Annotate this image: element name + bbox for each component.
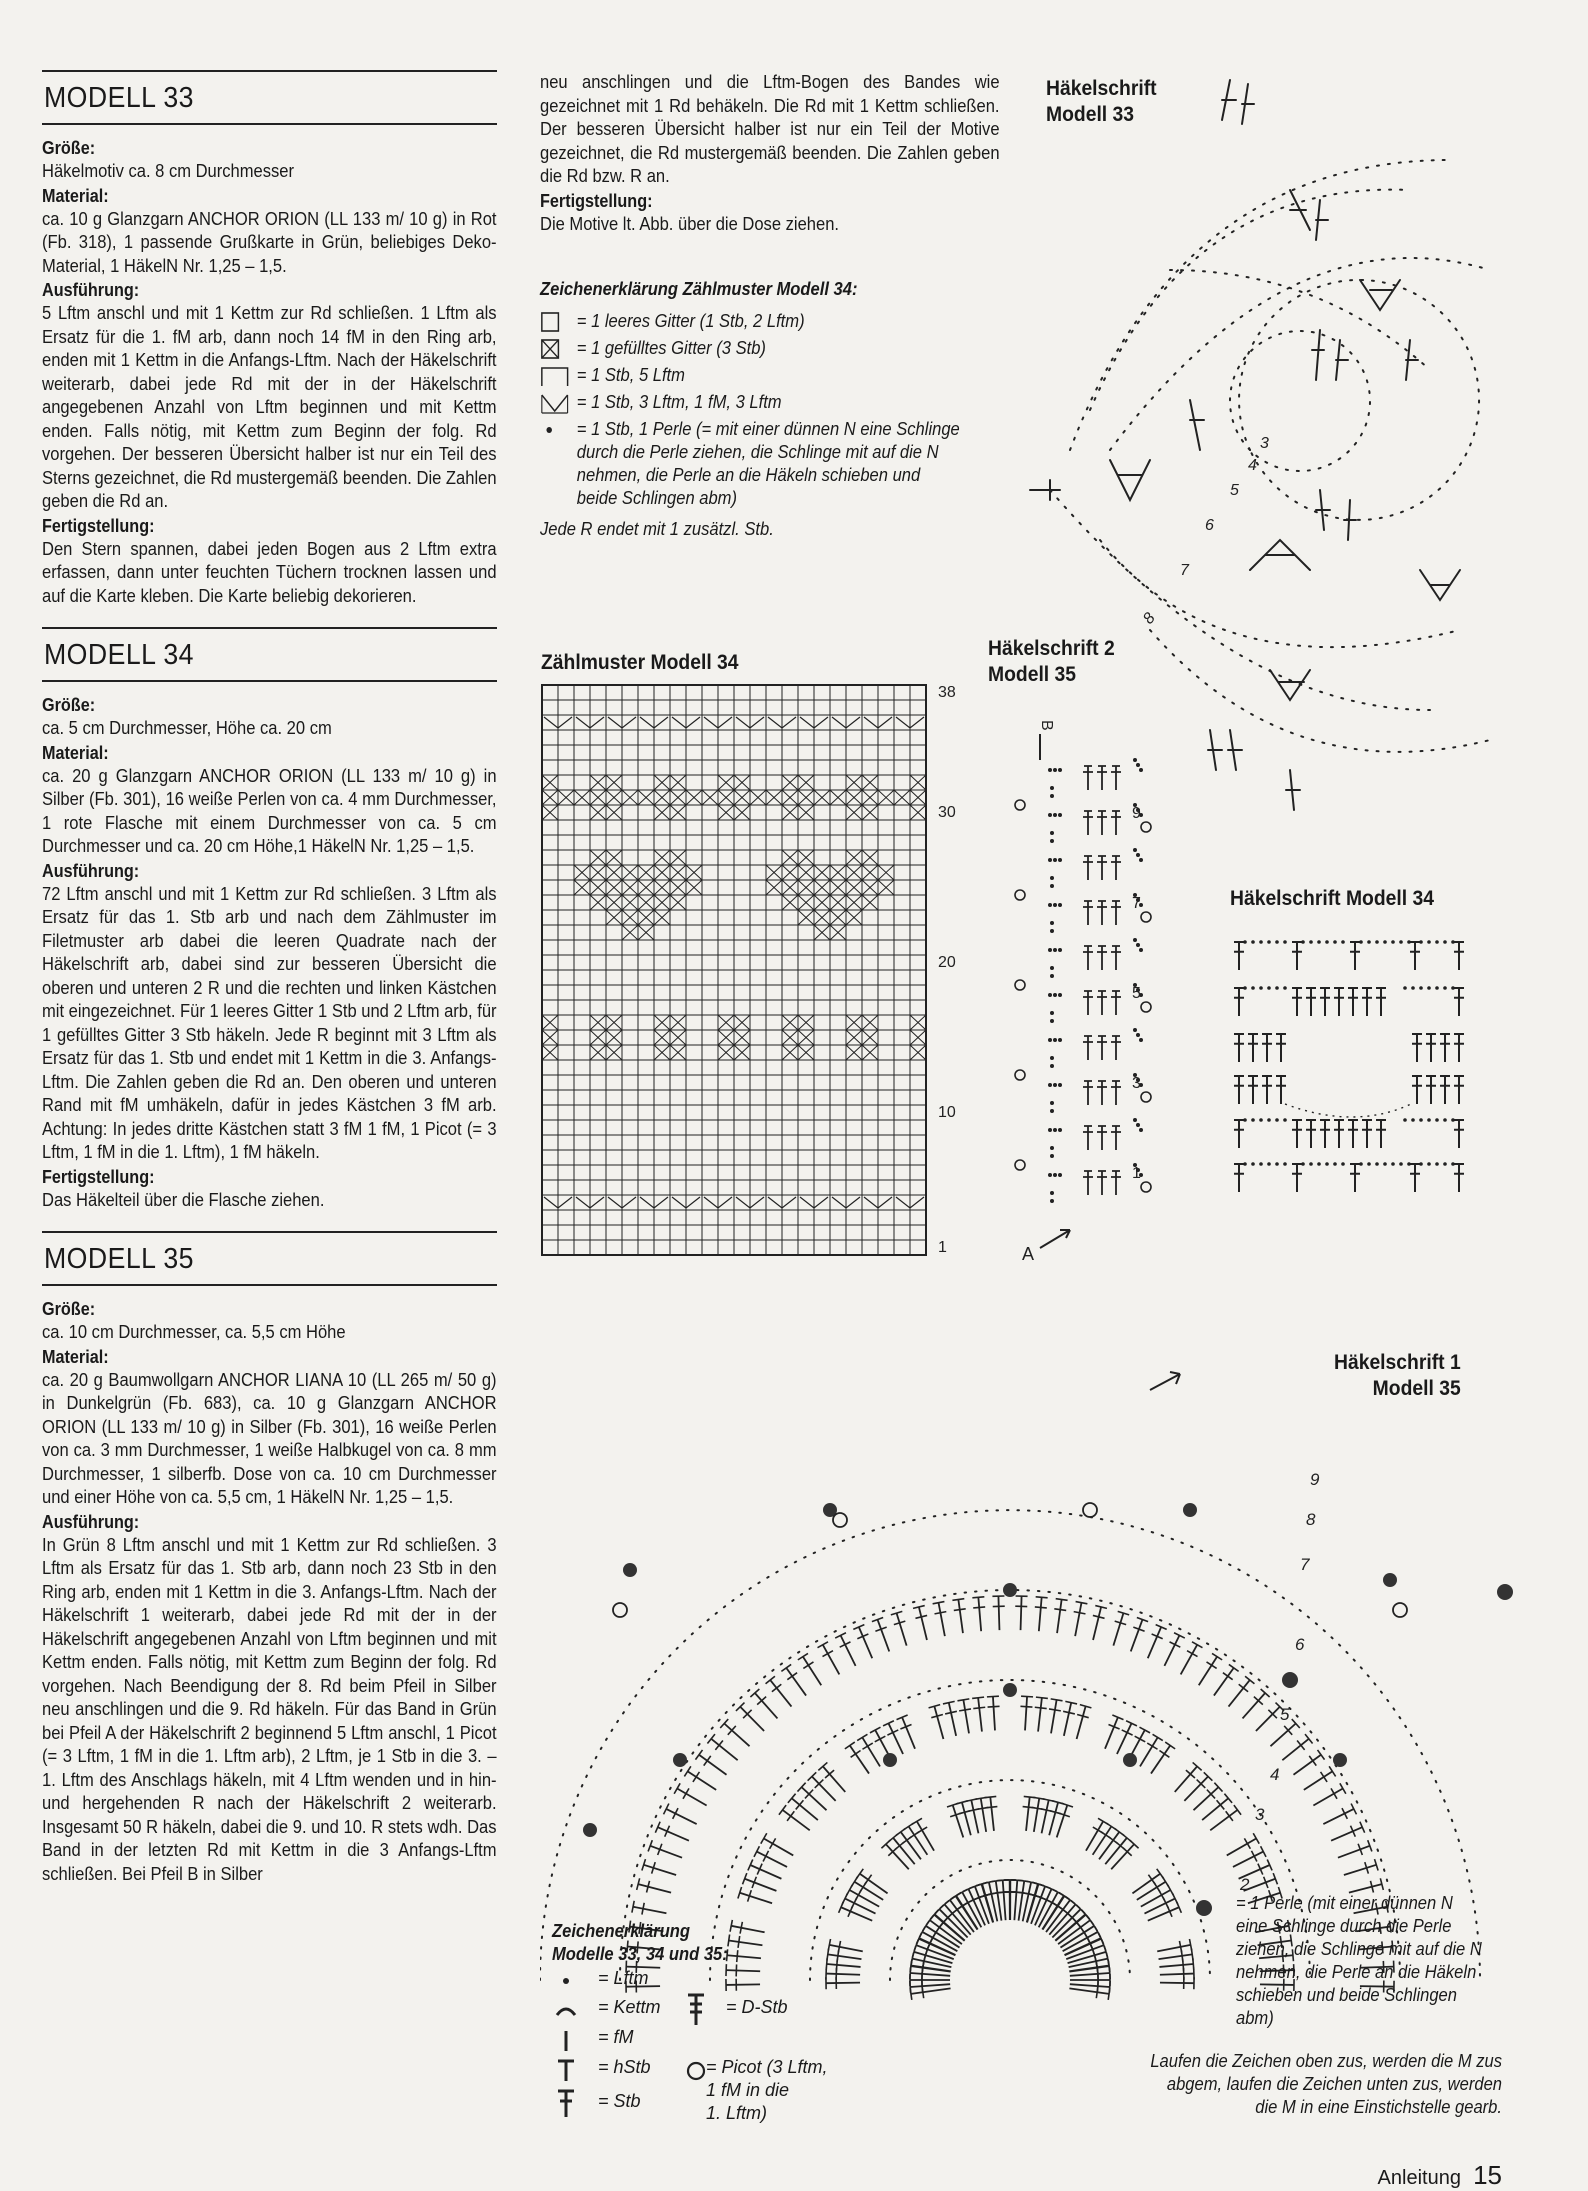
legend-34-item xyxy=(540,418,963,510)
section-heading: Größe: xyxy=(42,694,452,716)
finish-heading: Fertigstellung: xyxy=(540,190,954,212)
footer-label: Anleitung xyxy=(1378,2167,1461,2189)
rule xyxy=(42,1284,497,1286)
legend-34-text: = 1 leeres Gitter (1 Stb, 2 Lftm) xyxy=(577,310,963,333)
row-label: 7 xyxy=(1132,895,1141,912)
diagram-34 xyxy=(1225,930,1485,1210)
page-number: 15 xyxy=(1473,2160,1502,2190)
rule xyxy=(42,680,497,682)
row-label: 10 xyxy=(938,1104,956,1121)
finish-text: Die Motive lt. Abb. über die Dose ziehen. xyxy=(540,212,1000,236)
section-heading: Ausführung: xyxy=(42,1511,452,1533)
dot-icon xyxy=(563,1978,569,1984)
middle-column xyxy=(540,70,1000,541)
section-heading: Größe: xyxy=(42,137,452,159)
svg-text:7: 7 xyxy=(1180,562,1190,579)
section-heading: Material: xyxy=(42,1346,452,1368)
section-heading: Fertigstellung: xyxy=(42,1166,452,1188)
legend-all-title: Zeichenerklärung Modelle 33, 34 und 35: xyxy=(552,1920,728,1966)
row-label: 9 xyxy=(1132,805,1141,822)
arrow-b-label: B xyxy=(1038,720,1055,731)
diagram-34-title: Häkelschrift Modell 34 xyxy=(1230,886,1434,912)
model-title: MODELL 33 xyxy=(44,82,461,115)
rule xyxy=(42,123,497,125)
model-35-section xyxy=(42,1231,497,1885)
section-heading: Fertigstellung: xyxy=(42,515,452,537)
section-text: 72 Lftm anschl und mit 1 Kettm zur Rd schließen. 3 Lftm als Ersatz für das 1. Stb arb und nach dem Zählmuster im Filetmuster arb dabei die leeren Quadrate nach der Häkelschrift arb, dabei sind zur besseren Übersicht die oberen und unteren 2 R und die rechten und linken Kästchen mit eingezeichnet. Für 1 leeres Gitter 1 Stb und 2 Lftm arb, für 1 gefülltes Gitter 3 Stb häkeln. Jede R beginnt mit 3 Lftm als Ersatz für das 1. Stb und endet mit 1 Kettm in die 3. Anfangs-Lftm. Die Zahlen geben die Rd an. Den oberen und unteren Rand mit fM umhäkeln, dafür in jedes Kästchen 3 fM arb. Achtung: In jedes dritte Kästchen statt 3 fM 1 fM, 1 Picot (= 3 Lftm, 1 fM in die 1. Lftm), 1 fM häkeln. xyxy=(42,882,497,1164)
legend-34 xyxy=(540,310,1000,510)
diagram-35-1-title: Häkelschrift 1 Modell 35 xyxy=(1334,1350,1461,1402)
row-label: 5 xyxy=(1132,985,1141,1002)
bracket-icon xyxy=(540,364,577,387)
general-note: Laufen die Zeichen oben zus, werden die M zus abgem, laufen die Zeichen unten zus, werden die M in eine Einstichstelle gearb. xyxy=(1143,2050,1502,2119)
rule xyxy=(42,70,497,72)
section-text: Den Stern spannen, dabei jeden Bogen aus 2 Lftm extra erfassen, dann unter feuchten Tüchern trocknen lassen und auf die Karte kleben. Die Karte beliebig dekorieren. xyxy=(42,537,497,608)
bead-dot-icon xyxy=(540,418,577,441)
dstb-icon xyxy=(688,1995,704,2025)
svg-text:5: 5 xyxy=(1230,482,1239,499)
section-heading: Größe: xyxy=(42,1298,452,1320)
section-text: ca. 5 cm Durchmesser, Höhe ca. 20 cm xyxy=(42,716,497,740)
vee-icon xyxy=(540,391,577,414)
section-text: ca. 20 g Glanzgarn ANCHOR ORION (LL 133 m/ 10 g) in Silber (Fb. 301), 16 weiße Perlen von ca. 4 mm Durchmesser, 1 rote Flasche mit einem Durchmesser von ca. 5 cm Durchmesser und ca. 20 cm Höhe,1 HäkelN Nr. 1,25 – 1,5. xyxy=(42,764,497,858)
box-empty-icon xyxy=(540,310,577,333)
chart-34-grid xyxy=(540,683,980,1283)
section-text: ca. 10 cm Durchmesser, ca. 5,5 cm Höhe xyxy=(42,1320,497,1344)
bead-legend-text: = 1 Perle (mit einer dünnen N eine Schlinge durch die Perle ziehen, die Schlinge mit auf die N nehmen, die Perle an die Häkeln schieben und beide Schlingen abm) xyxy=(1236,1892,1484,2030)
section-heading: Material: xyxy=(42,185,452,207)
legend-34-item xyxy=(540,391,963,414)
svg-text:3: 3 xyxy=(1260,435,1269,452)
round-label: 5 xyxy=(1280,1705,1290,1724)
stb-icon xyxy=(558,2091,574,2117)
row-label: 3 xyxy=(1132,1075,1141,1092)
round-label: 7 xyxy=(1300,1555,1310,1574)
section-text: ca. 10 g Glanzgarn ANCHOR ORION (LL 133 m/ 10 g) in Rot (Fb. 318), 1 passende Grußkarte in Grün, beliebiges Deko-Material, 1 HäkelN Nr. 1,25 – 1,5. xyxy=(42,207,497,278)
round-label: 8 xyxy=(1306,1510,1316,1529)
round-label: 2 xyxy=(1239,1875,1250,1894)
section-heading: Material: xyxy=(42,742,452,764)
row-label: 20 xyxy=(938,954,956,971)
round-label: 4 xyxy=(1270,1765,1279,1784)
box-filled-icon xyxy=(540,337,577,360)
legend-item-text: = Picot (3 Lftm, 1 fM in die 1. Lftm) xyxy=(706,2056,828,2125)
diagram-35-2 xyxy=(1000,700,1200,1280)
hstb-icon xyxy=(558,2061,574,2081)
section-text: ca. 20 g Baumwollgarn ANCHOR LIANA 10 (LL 265 m/ 50 g) in Dunkelgrün (Fb. 683), ca. 10 g Glanzgarn ANCHOR ORION (LL 133 m/ 10 g) in Silber (Fb. 301), 16 weiße Perlen von ca. 3 mm Durchmesser, 1 weiße Halbkugel von ca. 8 mm Durchmesser, 1 silberfb. Dose von ca. 10 cm Durchmesser und einer Höhe von ca. 5,5 cm, 1 HäkelN Nr. 1,25 – 1,5. xyxy=(42,1368,497,1509)
legend-34-text: = 1 Stb, 5 Lftm xyxy=(577,364,963,387)
bead-icon xyxy=(1192,1896,1216,1920)
legend-item-text: = fM xyxy=(598,2026,634,2049)
legend-item-text: = Lftm xyxy=(598,1967,649,1990)
model-title: MODELL 34 xyxy=(44,639,461,672)
section-text: Häkelmotiv ca. 8 cm Durchmesser xyxy=(42,159,497,183)
row-label: 1 xyxy=(938,1239,947,1256)
chart-34-title: Zählmuster Modell 34 xyxy=(541,650,739,676)
legend-34-text: = 1 Stb, 1 Perle (= mit einer dünnen N eine Schlinge durch die Perle ziehen, die Schlinge mit auf die N nehmen, die Perle an die Häkeln schieben und beide Schlingen abm) xyxy=(577,418,963,510)
model-33-section xyxy=(42,70,497,607)
svg-text:6: 6 xyxy=(1205,517,1214,534)
legend-34-note: Jede R endet mit 1 zusätzl. Stb. xyxy=(540,518,963,541)
rule xyxy=(42,1231,497,1233)
row-label: 30 xyxy=(938,804,956,821)
arc-icon xyxy=(557,2009,575,2015)
legend-34-item xyxy=(540,337,963,360)
legend-34-text: = 1 Stb, 3 Lftm, 1 fM, 3 Lftm xyxy=(577,391,963,414)
legend-item-text: = D-Stb xyxy=(726,1996,788,2019)
left-column xyxy=(42,70,497,1899)
model-34-section xyxy=(42,627,497,1211)
round-label: 9 xyxy=(1310,1470,1320,1489)
section-text: 5 Lftm anschl und mit 1 Kettm zur Rd schließen. 1 Lftm als Ersatz für die 1. fM arb, dann noch 14 fM in den Ring arb, enden mit 1 Kettm in die Anfangs-Lftm. Nach der Häkelschrift weiterarb, dabei jede Rd mit der in der Häkelschrift angegebenen Anzahl von Lftm beginnen und mit Kettm enden. Falls nötig, mit Kettm zum Beginn der folg. Rd vorgehen. Der besseren Übersicht halber ist nur ein Teil des Sterns gezeichnet, die Rd mustergemäß beenden. Die Zahlen geben die Rd an. xyxy=(42,301,497,513)
legend-34-item xyxy=(540,364,963,387)
model-title: MODELL 35 xyxy=(44,1243,461,1276)
continuation-text: neu anschlingen und die Lftm-Bogen des Bandes wie gezeichnet mit 1 Rd behäkeln. Die Rd mit 1 Kettm schließen. Der besseren Übersicht halber ist nur ein Teil der Motive gezeichnet, die Rd mustergemäß beenden. Die Zahlen geben die Rd bzw. R an. xyxy=(540,70,1000,188)
svg-text:4: 4 xyxy=(1248,457,1257,474)
picot-icon xyxy=(688,2063,704,2079)
diagram-33-title: Häkelschrift Modell 33 xyxy=(1046,76,1157,128)
section-text: Das Häkelteil über die Flasche ziehen. xyxy=(42,1188,497,1212)
section-heading: Ausführung: xyxy=(42,279,452,301)
footer xyxy=(1378,2160,1502,2191)
legend-34-text: = 1 gefülltes Gitter (3 Stb) xyxy=(577,337,963,360)
section-text: In Grün 8 Lftm anschl und mit 1 Kettm zur Rd schließen. 3 Lftm als Ersatz für das 1. Stb arb, dann noch 23 Stb in den Ring arb, enden mit 1 Kettm in die 3. Anfangs-Lftm. Nach der Häkelschrift 1 weiterarb, dabei jede Rd mit der in der Häkelschrift angegebenen Anzahl von Lftm beginnen und mit Kettm enden. Falls nötig, mit Kettm zum Beginn der folg. Rd vorgehen. Nach Beendigung der 8. Rd beim Pfeil in Silber neu anschlingen und die 9. Rd häkeln. Für das Band in Grün bei Pfeil A der Häkelschrift 2 beginnend 5 Lftm anschl, 1 Picot (= 3 Lftm, 1 fM in die 1. Lftm arb), 2 Lftm, je 1 Stb in die 3. – 1. Lftm des Anschlags häkeln, mit 4 Lftm wenden und in hin- und hergehenden R nach der Häkelschrift 2 weiterarb. Insgesamt 50 R häkeln, dabei die 9. und 10. R stets wdh. Das Band in der letzten Rd mit Kettm in die 3 Anfangs-Lftm schließen. Bei Pfeil B in Silber xyxy=(42,1533,497,1886)
legend-item-text: = Kettm xyxy=(598,1996,661,2019)
round-label: 6 xyxy=(1295,1635,1305,1654)
row-label: 38 xyxy=(938,684,956,701)
section-heading: Ausführung: xyxy=(42,860,452,882)
legend-item-text: = Stb xyxy=(598,2090,641,2113)
legend-item-text: = hStb xyxy=(598,2056,651,2079)
diagram-35-2-title: Häkelschrift 2 Modell 35 xyxy=(988,636,1115,688)
rule xyxy=(42,627,497,629)
arrow-a-label: A xyxy=(1022,1244,1034,1264)
legend-34-item xyxy=(540,310,963,333)
legend-34-title: Zeichenerklärung Zählmuster Modell 34: xyxy=(540,279,963,300)
round-label: 3 xyxy=(1255,1805,1265,1824)
row-label: 1 xyxy=(1132,1165,1141,1182)
svg-text:8: 8 xyxy=(1140,610,1159,628)
